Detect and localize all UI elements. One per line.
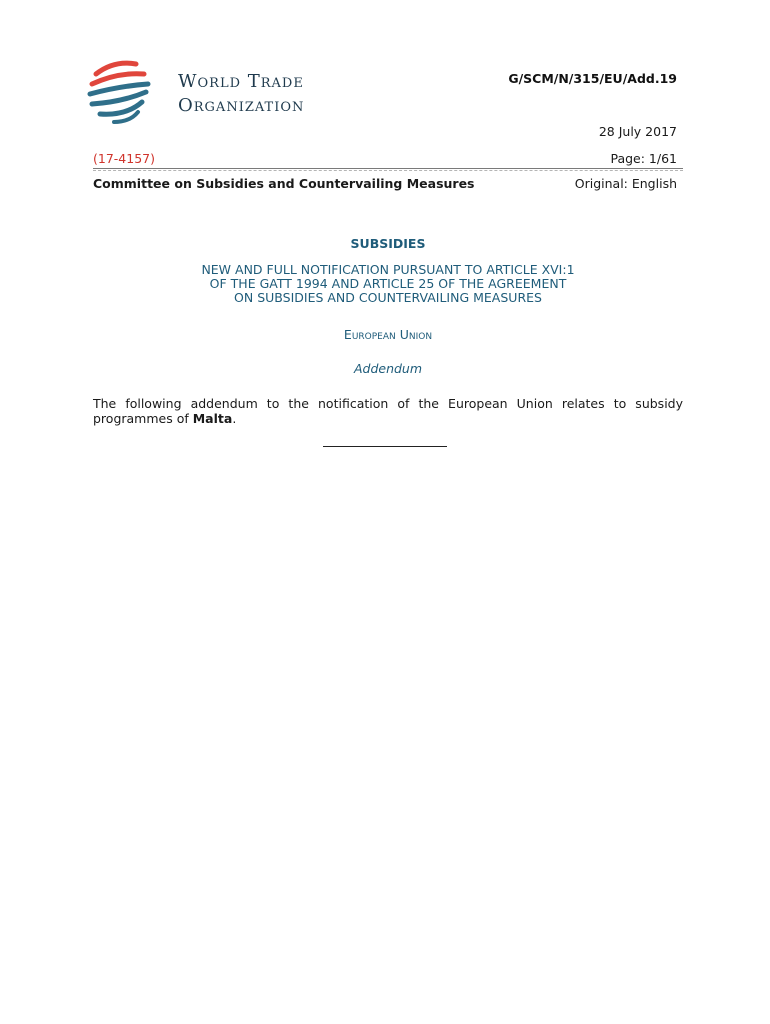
original-language: Original: English xyxy=(574,176,677,191)
end-divider xyxy=(323,446,447,447)
notification-title-line-3: ON SUBSIDIES AND COUNTERVAILING MEASURES xyxy=(234,290,542,305)
member-name: European Union xyxy=(343,327,433,342)
notification-title-line-2: OF THE GATT 1994 AND ARTICLE 25 OF THE AGREEMENT xyxy=(209,276,567,291)
document-heading: SUBSIDIES xyxy=(350,236,426,251)
header-divider xyxy=(93,168,683,169)
body-text-before: The following addendum to the notification of the European Union relates to subsidy programmes of xyxy=(93,396,683,426)
logo-line-1: World Trade xyxy=(178,71,304,92)
page-number: Page: 1/61 xyxy=(610,151,677,166)
body-bold-word: Malta xyxy=(192,411,233,426)
header-divider-dashed xyxy=(93,170,683,171)
document-date: 28 July 2017 xyxy=(598,124,677,139)
notification-title-line-1: NEW AND FULL NOTIFICATION PURSUANT TO ARTICLE XVI:1 xyxy=(201,262,575,277)
body-paragraph xyxy=(93,396,683,426)
addendum-label: Addendum xyxy=(353,361,423,376)
notification-title xyxy=(93,263,683,305)
committee-name: Committee on Subsidies and Countervailing Measures xyxy=(93,176,475,191)
document-number: (17-4157) xyxy=(93,151,155,166)
logo-line-2: Organization xyxy=(178,95,305,116)
document-symbol: G/SCM/N/315/EU/Add.19 xyxy=(508,71,677,86)
body-text-after: . xyxy=(232,411,237,426)
wto-logo-icon xyxy=(84,56,164,128)
organization-name xyxy=(178,70,304,118)
